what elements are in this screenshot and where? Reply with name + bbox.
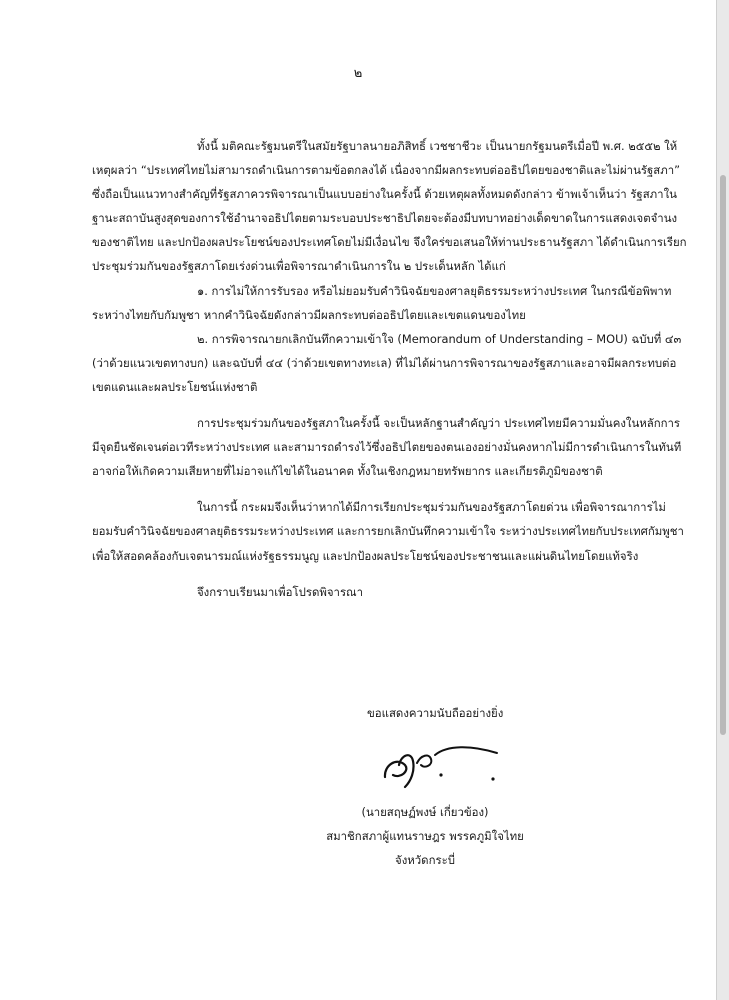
handwritten-signature (375, 735, 515, 797)
paragraph-context: ทั้งนี้ มติคณะรัฐมนตรีในสมัยรัฐบาลนายอภิสิทธิ์ เวชชาชีวะ เป็นนายกรัฐมนตรีเมื่อปี พ.ศ. ๒๕๕๒ ให้เหตุผลว่า “ประเทศไทยไม่สามารถดำเนินการตามข้อตกลงได้ เนื่องจากมีผลกระทบต่ออธิปไตยของชาติและไม่ผ่านรัฐสภา” ซึ่งถือเป็นแนวทางสำคัญที่รัฐสภาควรพิจารณาเป็นแบบอย่างในครั้งนี้ ด้วยเหตุผลทั้งหมดดังกล่าว ข้าพเจ้าเห็นว่า รัฐสภาในฐานะสถาบันสูงสุดของการใช้อำนาจอธิปไตยตามระบอบประชาธิปไตยจะต้องมีบทบาทอย่างเด็ดขาดในการแสดงเจตจำนงของชาติไทย และปกป้องผลประโยชน์ของประเทศโดยไม่มีเงื่อนไข จึงใคร่ขอเสนอให้ท่านประธานรัฐสภา ได้ดำเนินการเรียกประชุมร่วมกันของรัฐสภาโดยเร่งด่วนเพื่อพิจารณาดำเนินการใน ๒ ประเด็นหลัก ได้แก่ (92, 139, 687, 274)
signature-block (300, 800, 550, 872)
paragraph-point-1: ๑. การไม่ให้การรับรอง หรือไม่ยอมรับคำวินิจฉัยของศาลยุติธรรมระหว่างประเทศ ในกรณีข้อพิพาทระหว่างไทยกับกัมพูชา หากคำวินิจฉัยดังกล่าวมีผลกระทบต่ออธิปไตยและเขตแดนของไทย (92, 283, 672, 322)
signer-province: จังหวัดกระบี่ (395, 853, 455, 867)
signer-position: สมาชิกสภาผู้แทนราษฎร พรรคภูมิใจไทย (326, 829, 524, 843)
paragraph-request: ในการนี้ กระผมจึงเห็นว่าหากได้มีการเรียกประชุมร่วมกันของรัฐสภาโดยด่วน เพื่อพิจารณาการไม่ยอมรับคำวินิจฉัยของศาลยุติธรรมระหว่างประเทศ และการยกเลิกบันทึกความเข้าใจ ระหว่างประเทศไทยกับประเทศกัมพูชา เพื่อให้สอดคล้องกับเจตนารมณ์แห่งรัฐธรรมนูญ และปกป้องผลประโยชน์ของประชาชนและแผ่นดินไทยโดยแท้จริง (92, 500, 684, 563)
closing-phrase: ขอแสดงความนับถืออย่างยิ่ง (367, 706, 504, 720)
signer-name: (นายสฤษฏ์พงษ์ เกี่ยวข้อง) (361, 805, 489, 819)
paragraph-point-2: ๒. การพิจารณายกเลิกบันทึกความเข้าใจ (Memorandum of Understanding – MOU) ฉบับที่ ๔๓ (ว่าด้วยแนวเขตทางบก) และฉบับที่ ๔๔ (ว่าด้วยเขตทางทะเล) ที่ไม่ได้ผ่านการพิจารณาของรัฐสภาและอาจมีผลกระทบต่อเขตแดนและผลประโยชน์แห่งชาติ (92, 331, 682, 394)
letter-body (92, 134, 688, 604)
scrollbar-thumb[interactable] (720, 175, 726, 735)
page-number: ๒ (353, 66, 363, 81)
paragraph-importance: การประชุมร่วมกันของรัฐสภาในครั้งนี้ จะเป็นหลักฐานสำคัญว่า ประเทศไทยมีความมั่นคงในหลักการ มีจุดยืนชัดเจนต่อเวทีระหว่างประเทศ และสามารถดำรงไว้ซึ่งอธิปไตยของตนเองอย่างมั่นคงหากไม่มีการดำเนินการในทันที อาจก่อให้เกิดความเสียหายที่ไม่อาจแก้ไขได้ในอนาคต ทั้งในเชิงกฎหมายทรัพยากร และเกียรติภูมิของชาติ (92, 416, 682, 479)
vertical-scrollbar[interactable] (716, 0, 729, 1000)
paragraph-submission: จึงกราบเรียนมาเพื่อโปรดพิจารณา (197, 584, 364, 599)
